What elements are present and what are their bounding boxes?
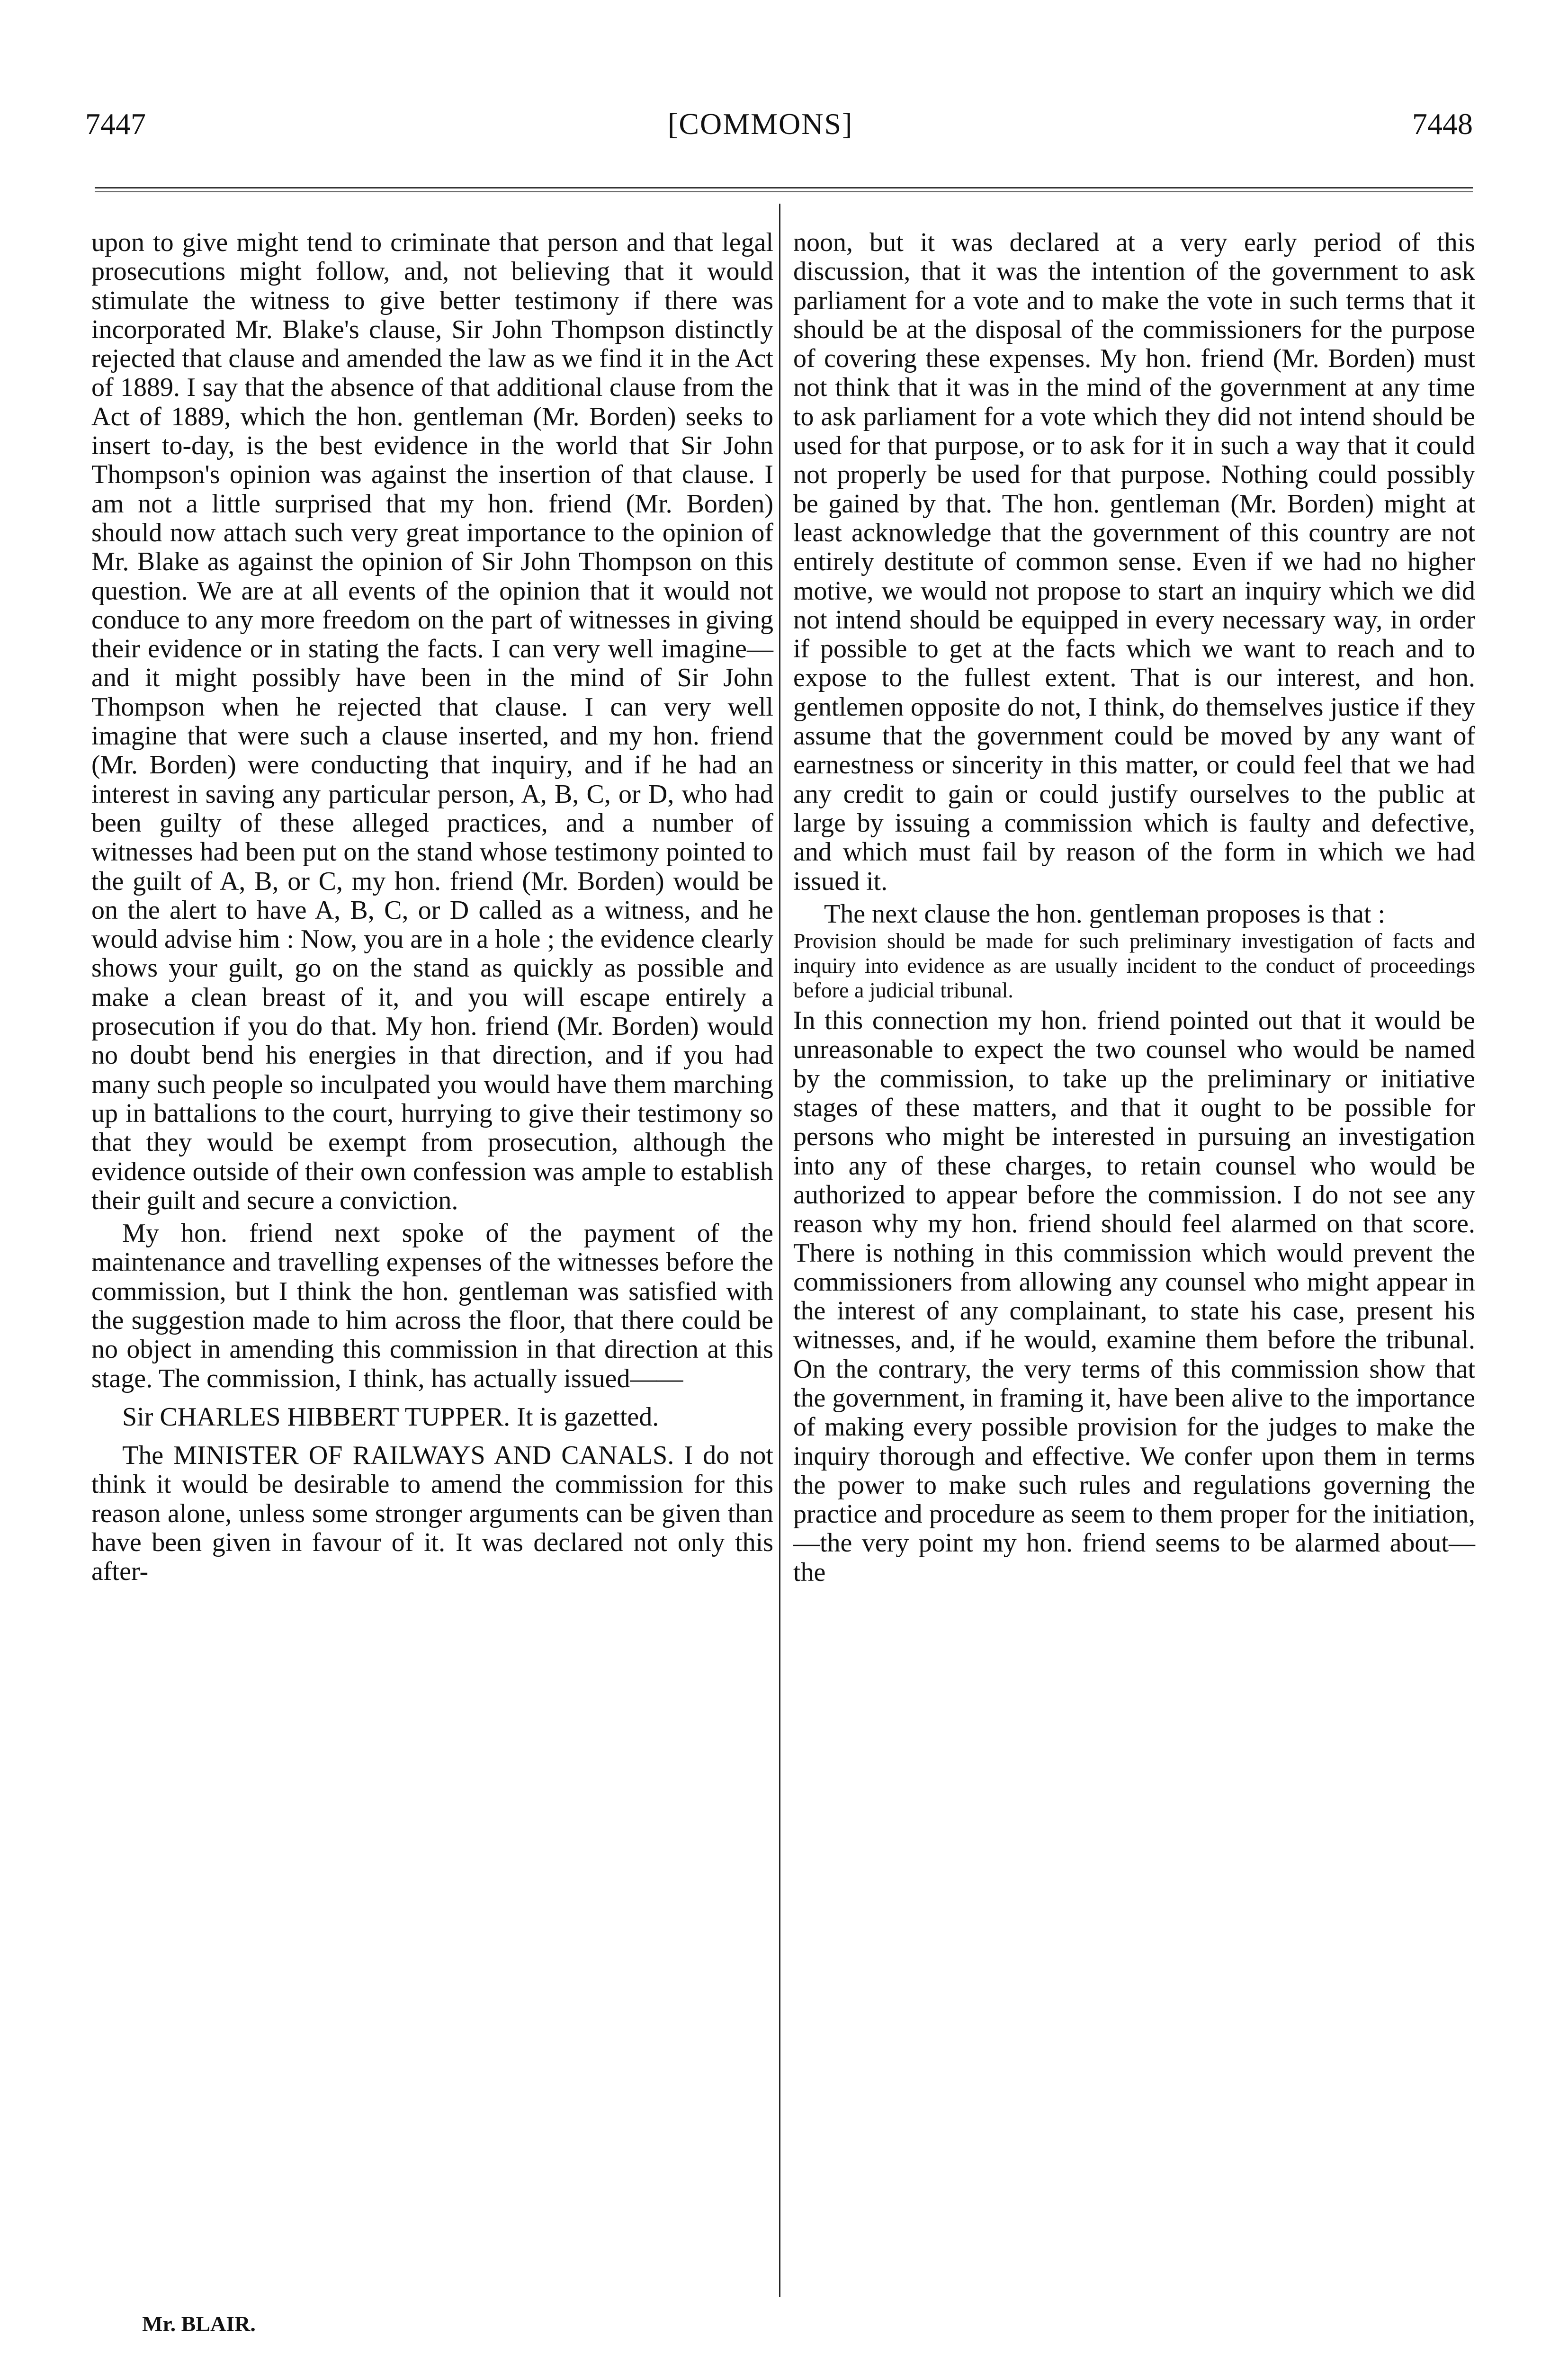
quoted-clause: Provision should be made for such preliminary investigation of facts and inquiry into evidence as are usually incident to the conduct of proceedings before a judicial tribunal. xyxy=(793,929,1475,1003)
page-header xyxy=(85,107,1473,163)
speaker-footer: Mr. BLAIR. xyxy=(142,2312,256,2336)
right-page-number: 7448 xyxy=(1412,107,1473,141)
running-title: [COMMONS] xyxy=(668,107,853,141)
left-column xyxy=(91,228,773,1587)
left-paragraph-1: upon to give might tend to criminate that person and that legal prosecutions might follow, and, not believing that it would stimulate the witness to give better testimony if there was incorporated Mr. Blake's clause, Sir John Thompson distinctly rejected that clause and amended the law as we find it in the Act of 1889. I say that the absence of that additional clause from the Act of 1889, which the hon. gentleman (Mr. Borden) seeks to insert to-day, is the best evidence in the world that Sir John Thompson's opinion was against the insertion of that clause. I am not a little surprised that my hon. friend (Mr. Borden) should now attach such very great importance to the opinion of Mr. Blake as against the opinion of Sir John Thompson on this question. We are at all events of the opinion that it would not conduce to any more freedom on the part of witnesses in giving their evidence or in stating the facts. I can very well imagine—and it might possibly have been in the mind of Sir John Thompson when he rejected that clause. I can very well imagine that were such a clause inserted, and my hon. friend (Mr. Borden) were conducting that inquiry, and if he had an interest in saving any particular person, A, B, C, or D, who had been guilty of these alleged practices, and a number of witnesses had been put on the stand whose testimony pointed to the guilt of A, B, or C, my hon. friend (Mr. Borden) would be on the alert to have A, B, C, or D called as a witness, and he would advise him : Now, you are in a hole ; the evidence clearly shows your guilt, go on the stand as quickly as possible and make a clean breast of it, and you will escape entirely a prosecution if you do that. My hon. friend (Mr. Borden) would no doubt bend his energies in that direction, and if you had many such people so inculpated you would have them marching up in battalions to the court, hurrying to give their testimony so that they would be exempt from prosecution, although the evidence outside of their own confession was ample to establish their guilt and secure a conviction. xyxy=(91,228,773,1215)
right-paragraph-1: noon, but it was declared at a very early period of this discussion, that it was the intention of the government to ask parliament for a vote and to make the vote in such terms that it should be at the disposal of the commissioners for the purpose of covering these expenses. My hon. friend (Mr. Borden) must not think that it was in the mind of the government at any time to ask parliament for a vote which they did not intend should be used for that purpose, or to ask for it in such a way that it could not properly be used for that purpose. Nothing could possibly be gained by that. The hon. gentleman (Mr. Borden) might at least acknowledge that the government of this country are not entirely destitute of common sense. Even if we had no higher motive, we would not propose to start an inquiry which we did not intend should be equipped in every necessary way, in order if possible to get at the facts which we want to reach and to expose to the fullest extent. That is our interest, and hon. gentlemen opposite do not, I think, do themselves justice if they assume that the government could be moved by any want of earnestness or sincerity in this matter, or could feel that we had any credit to gain or could justify ourselves to the public at large by issuing a commission which is faulty and defective, and which must fail by reason of the form in which we had issued it. xyxy=(793,228,1475,896)
left-paragraph-2: My hon. friend next spoke of the payment of the maintenance and travelling expenses of the witnesses before the commission, but I think the hon. gentleman was satisfied with the suggestion made to him across the floor, that there could be no object in amending this commission in that direction at this stage. The commission, I think, has actually issued—— xyxy=(91,1219,773,1393)
right-paragraph-2: The next clause the hon. gentleman proposes is that : xyxy=(824,899,1386,929)
column-divider xyxy=(779,204,780,2297)
header-rule xyxy=(95,187,1473,188)
right-paragraph-3: In this connection my hon. friend pointed out that it would be unreasonable to expect the two counsel who would be named by the commission, to take up the preliminary or initiative stages of these matters, and that it ought to be possible for persons who might be interested in pursuing an investigation into any of these charges, to retain counsel who would be authorized to appear before the commission. I do not see any reason why my hon. friend should feel alarmed on that score. There is nothing in this commission which would prevent the commissioners from allowing any counsel who might appear in the interest of any complainant, to state his case, present his witnesses, and, if he would, examine them before the tribunal. On the contrary, the very terms of this commission show that the government, in framing it, have been alive to the importance of making every possible provision for the judges to make the inquiry thorough and effective. We confer upon them in terms the power to make such rules and regulations governing the practice and procedure as seem to them proper for the initiation,—the very point my hon. friend seems to be alarmed about—the xyxy=(793,1006,1475,1587)
header-rule-secondary xyxy=(95,191,1473,192)
minister-speech: The MINISTER OF RAILWAYS AND CANALS. I do not think it would be desirable to amend the commission for this reason alone, unless some stronger arguments can be given than have been given in favour of it. It was declared not only this after- xyxy=(91,1441,773,1587)
right-column xyxy=(793,228,1475,1587)
left-page-number: 7447 xyxy=(85,107,146,141)
interjection-tupper: Sir CHARLES HIBBERT TUPPER. It is gazetted. xyxy=(122,1402,659,1432)
